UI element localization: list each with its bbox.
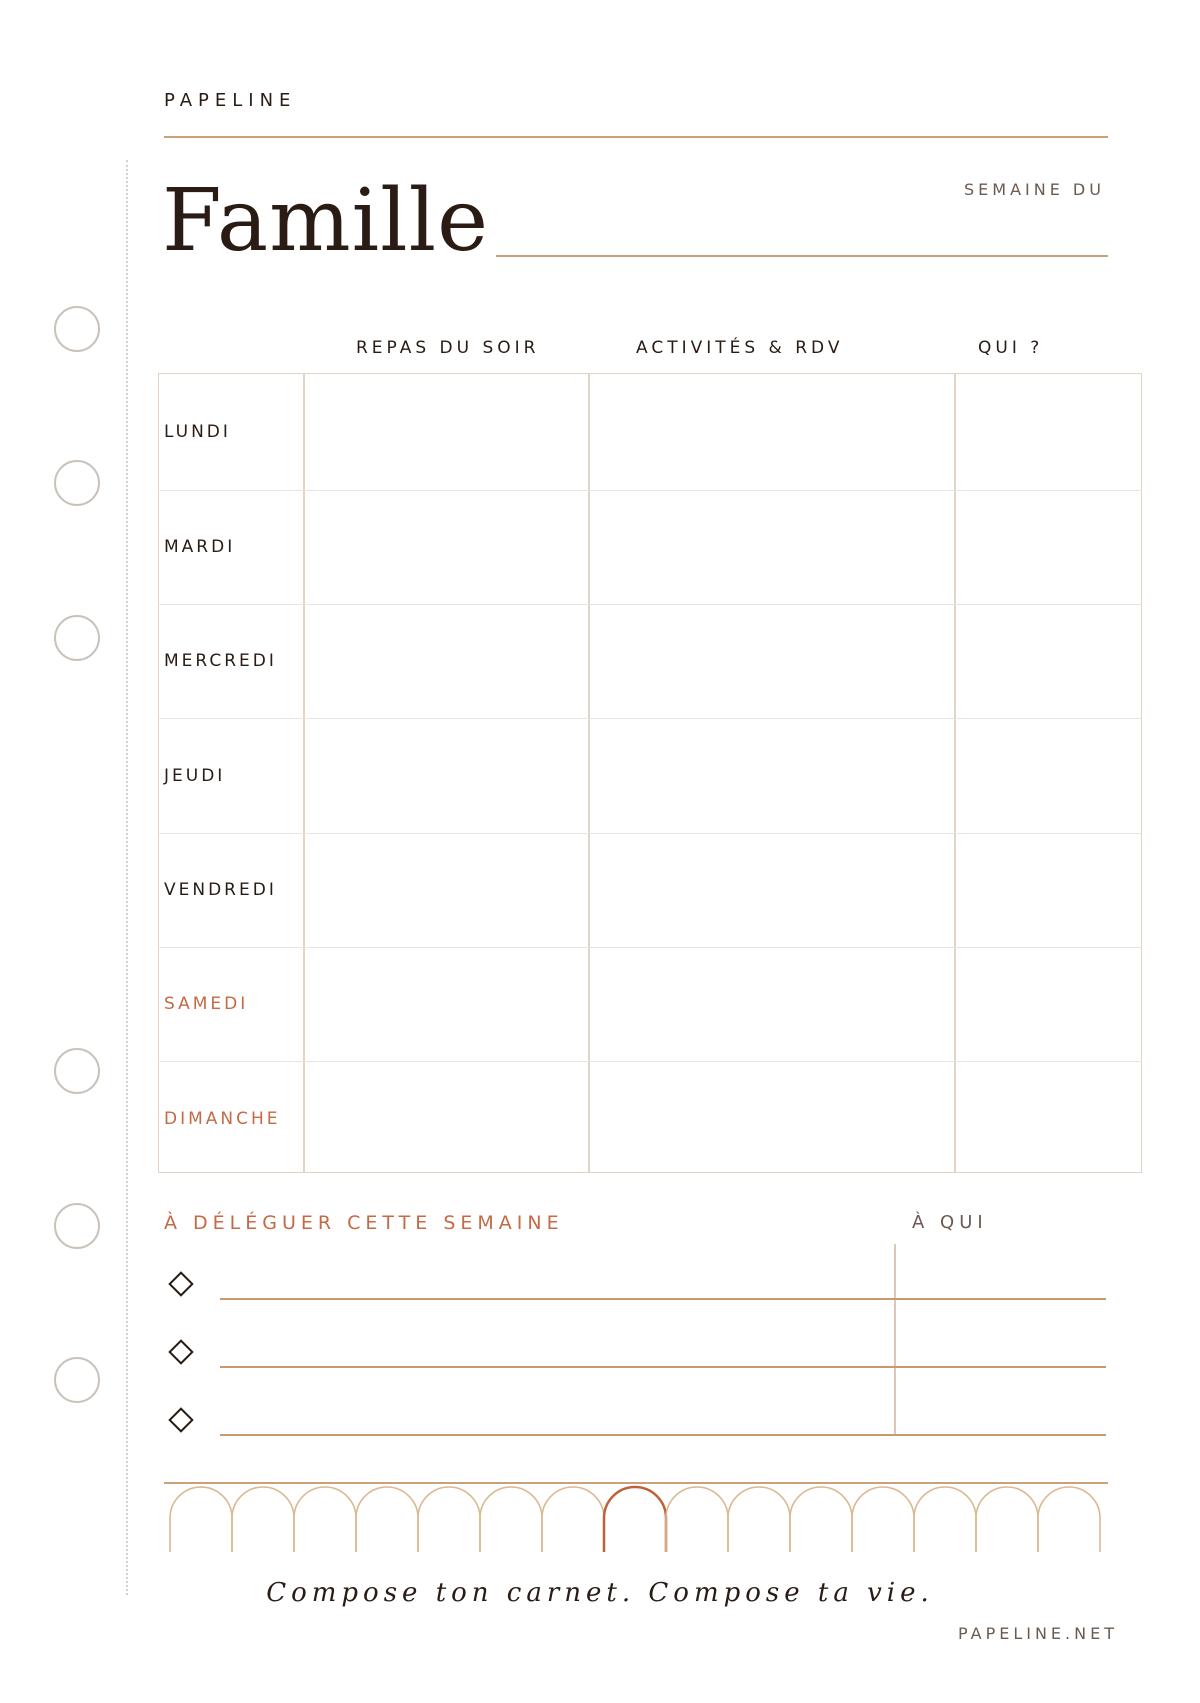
arch-shape — [480, 1487, 542, 1552]
arch-shape — [604, 1487, 666, 1552]
column-header-meal: REPAS DU SOIR — [356, 338, 540, 358]
delegate-column-divider — [894, 1244, 896, 1434]
table-column-divider — [588, 373, 590, 1173]
table-column-divider — [303, 373, 305, 1173]
table-row-divider — [158, 718, 1142, 719]
delegate-task-line[interactable] — [220, 1298, 1106, 1300]
delegate-task-line[interactable] — [220, 1366, 1106, 1368]
arch-shape — [294, 1487, 356, 1552]
diamond-checkbox-icon[interactable] — [168, 1407, 193, 1432]
column-header-who: QUI ? — [978, 338, 1044, 358]
arch-shape — [666, 1487, 728, 1552]
tagline: Compose ton carnet. Compose ta vie. — [266, 1578, 934, 1608]
binder-hole — [54, 615, 100, 661]
day-label-friday: VENDREDI — [164, 880, 277, 900]
header-rule — [164, 136, 1108, 138]
arch-shape — [1038, 1487, 1100, 1552]
binder-hole — [54, 460, 100, 506]
delegate-section-title: À DÉLÉGUER CETTE SEMAINE — [164, 1212, 564, 1234]
page-title: Famille — [162, 171, 490, 271]
week-input-line[interactable] — [496, 255, 1108, 257]
brand-name: PAPELINE — [164, 90, 297, 111]
column-header-activities: ACTIVITÉS & RDV — [636, 338, 844, 358]
arch-shape — [852, 1487, 914, 1552]
diamond-checkbox-icon[interactable] — [168, 1271, 193, 1296]
table-row-divider — [158, 490, 1142, 491]
arch-shape — [356, 1487, 418, 1552]
arch-shape — [418, 1487, 480, 1552]
table-column-divider — [954, 373, 956, 1173]
arches-decoration — [164, 1478, 1104, 1558]
table-row-divider — [158, 833, 1142, 834]
binder-hole — [54, 306, 100, 352]
table-row-divider — [158, 604, 1142, 605]
diamond-checkbox-icon[interactable] — [168, 1339, 193, 1364]
day-label-sunday: DIMANCHE — [164, 1109, 281, 1129]
binder-hole — [54, 1048, 100, 1094]
arch-shape — [976, 1487, 1038, 1552]
delegate-to-whom-label: À QUI — [912, 1212, 988, 1233]
day-label-monday: LUNDI — [164, 422, 231, 442]
delegate-task-line[interactable] — [220, 1434, 1106, 1436]
day-label-thursday: JEUDI — [164, 766, 226, 786]
binder-hole — [54, 1357, 100, 1403]
day-label-tuesday: MARDI — [164, 537, 236, 557]
table-row-divider — [158, 947, 1142, 948]
weekly-table — [158, 373, 1142, 1173]
perforation-line — [126, 160, 128, 1595]
arch-shape — [728, 1487, 790, 1552]
arch-shape — [914, 1487, 976, 1552]
arch-shape — [790, 1487, 852, 1552]
arch-shape — [170, 1487, 232, 1552]
day-label-saturday: SAMEDI — [164, 994, 249, 1014]
binder-hole — [54, 1203, 100, 1249]
table-row-divider — [158, 1061, 1142, 1062]
week-label: SEMAINE DU — [964, 180, 1105, 199]
website-url: PAPELINE.NET — [958, 1624, 1118, 1643]
arch-shape — [542, 1487, 604, 1552]
arch-shape — [232, 1487, 294, 1552]
day-label-wednesday: MERCREDI — [164, 651, 277, 671]
